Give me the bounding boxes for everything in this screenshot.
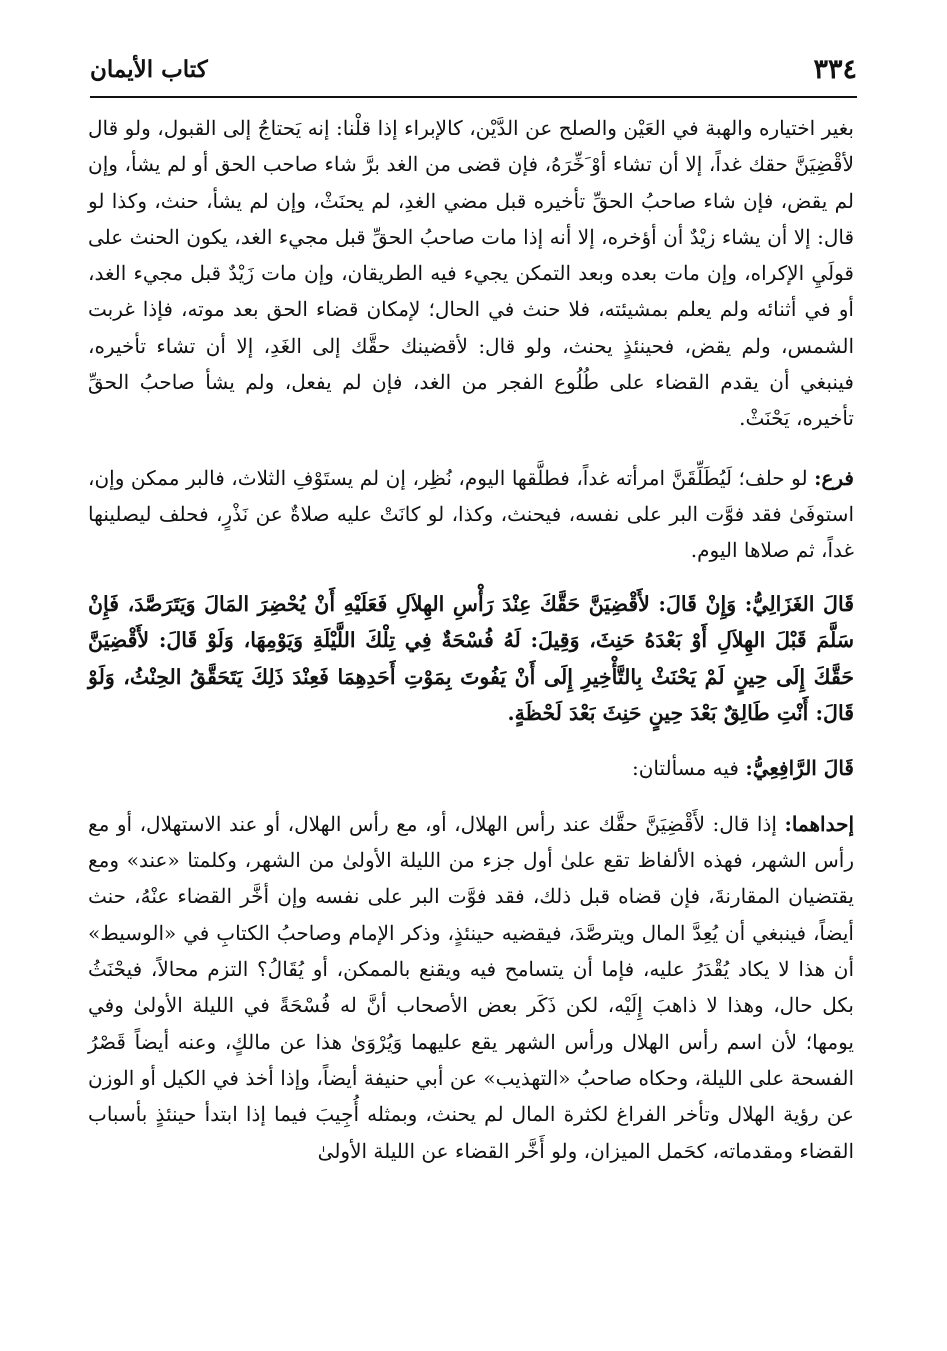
paragraph-2-text: لو حلف؛ لَيُطَلِّقَنَّ امرأته غداً، فطلَّقها اليوم، نُظِر، إن لم يستَوْفِ الثلاث، فالبر ممكن وإن، استوفَىٰ فقد فوَّت البر على نفسه، فيحنث، وكذا، لو كانَتْ عليه صلاةٌ عن نَذْرٍ، فحلف ليصلينها غداً، ثم صلاها اليوم.: [88, 465, 854, 563]
running-title: كتاب الأيمان: [90, 56, 208, 83]
page-number: ٣٣٤: [813, 54, 857, 85]
branch-label: فرع:: [814, 465, 854, 490]
ghazali-quote-text: وَإِنْ قَالَ: لأَقْضِيَنَّ حَقَّكَ عِنْدَ رَأْسِ الهِلاَلِ فَعَلَيْهِ أَنْ يُحْضِرَ المَالَ وَيَتَرَصَّدَ، فَإِنْ سَلَّمَ قَبْلَ الهِلاَلِ أَوْ بَعْدَهُ حَنِثَ، وَقِيلَ: لَهُ فُسْحَةٌ فِي تِلْكَ اللَّيْلَةِ وَيَوْمِهَا، وَلَوْ قَالَ: لأَقْضِيَنَّ حَقَّكَ إِلَى حِينٍ لَمْ يَحْنَثْ بِالتَّأْخِيرِ إِلَى أَنْ يَفُوتَ بِمَوْتِ أَحَدِهِمَا فَعِنْدَ ذَلِكَ يَتَحَقَّقُ الحِنْثُ، وَلَوْ قَالَ: أَنْتِ طَالِقٌ بَعْدَ حِينٍ حَنِثَ بَعْدَ لَحْظَةٍ.: [88, 591, 854, 726]
paragraph-5: [88, 806, 854, 1169]
rafii-label: قَالَ الرَّافِعِيُّ:: [745, 755, 854, 780]
paragraph-2: [88, 460, 854, 569]
first-issue-label: إحداهما:: [784, 811, 854, 836]
paragraph-1-text: بغير اختياره والهبة في العَيْن والصلح عن الدَّيْن، كالإبراء إذا قلْنا: إنه يَحتاجُ إلى القبول، ولو قال لأقْضِيَنَّ حقك غداً، إلا أن تشاء أوْ َخِّرَهُ، فإن قضى من الغد برَّ شاء صاحب الحق أو لم يشأ، وإن لم يقض، فإن شاء صاحبُ الحقِّ تأخيره قبل مضي الغدِ، لم يحنَثْ، وإن لم يشأ، حنث، وكذا لو قال: إلا أن يشاء زيْدٌ أن أؤخره، إلا أنه إذا مات صاحبُ الحقِّ قبل مجيء الغد، يكون الحنث على قولَيِ الإكراه، وإن مات بعده وبعد التمكن يجيء فيه الطريقان، وإن مات زَيْدٌ قبل مجيء الغد، أو في أثنائه ولم يعلم بمشيئته، فلا حنث في الحال؛ لإمكان قضاء الحق بعد موته، فإذا غربت الشمس، ولم يقض، فحينئذٍ يحنث، ولو قال: لأقضينك حقَّك إلى الغَدِ، إلا أن تشاء تأخيره، فينبغي أن يقدم القضاء على طُلُوع الفجر من الغد، فإن لم يفعل، ولم يشأ صاحبُ الحقِّ تأخيره، يَحْنَثْ.: [88, 116, 854, 431]
paragraph-5-text: إذا قال: لأَقْضِيَنَّ حقَّك عند رأس الهلال، أو، مع رأس الهلال، أو عند الاستهلال، أو مع رأس الشهر، فهذه الألفاظ تقع علىٰ أول جزء من الليلة الأولىٰ من الشهر، وكلمتا «عند» ومع يقتضيان المقارنةَ، فإن قضاه قبل ذلك، فقد فوَّت البر على نفسه وإن أخَّر القضاء عنْهُ، حنث أيضاً، فينبغي أن يُعِدَّ المال ويترصَّدَ، فيقضيه حينئذٍ، وذكر الإمام وصاحبُ الكتابِ في «الوسيط» أن هذا لا يكاد يُقْدَرُ عليه، فإما أن يتسامح فيه ويقنع بالممكن، أو يُقَالُ؟ التزم محالاً، فيحْنَثُ بكل حال، وهذا لا ذاهبَ إِلَيْه، لكن ذَكَر بعض الأصحاب أنَّ له فُسْحَةً في الليلة الأولىٰ وفي يومها؛ لأن اسم رأس الهلال ورأس الشهر يقع عليهما وَيُرْوَىٰ هذا عن مالكٍ، وعنه أيضاً قَصْرُ الفسحة على الليلة، وحكاه صاحبُ «التهذيب» عن أبي حنيفة أيضاً، وإذا أخذ في الكيل أو الوزن عن رؤية الهلال وتأخر الفراغ لكثرة المال لم يحنث، وبمثله أُجِيبَ فيما إذا ابتدأ حينئذٍ بأسباب القضاء ومقدماته، كحَمل الميزان، ولو أَخَّر القضاء عن الليلة الأولىٰ: [88, 811, 854, 1163]
rafii-heading-text: فيه مسألتان:: [632, 755, 746, 780]
paragraph-1: [88, 110, 854, 437]
rafii-commentary-heading: [88, 750, 854, 786]
ghazali-label: قَالَ الغَزَالِيُّ:: [744, 591, 854, 616]
ghazali-quote: [88, 586, 854, 732]
page-body: [88, 110, 854, 1169]
page-header: [90, 44, 857, 98]
